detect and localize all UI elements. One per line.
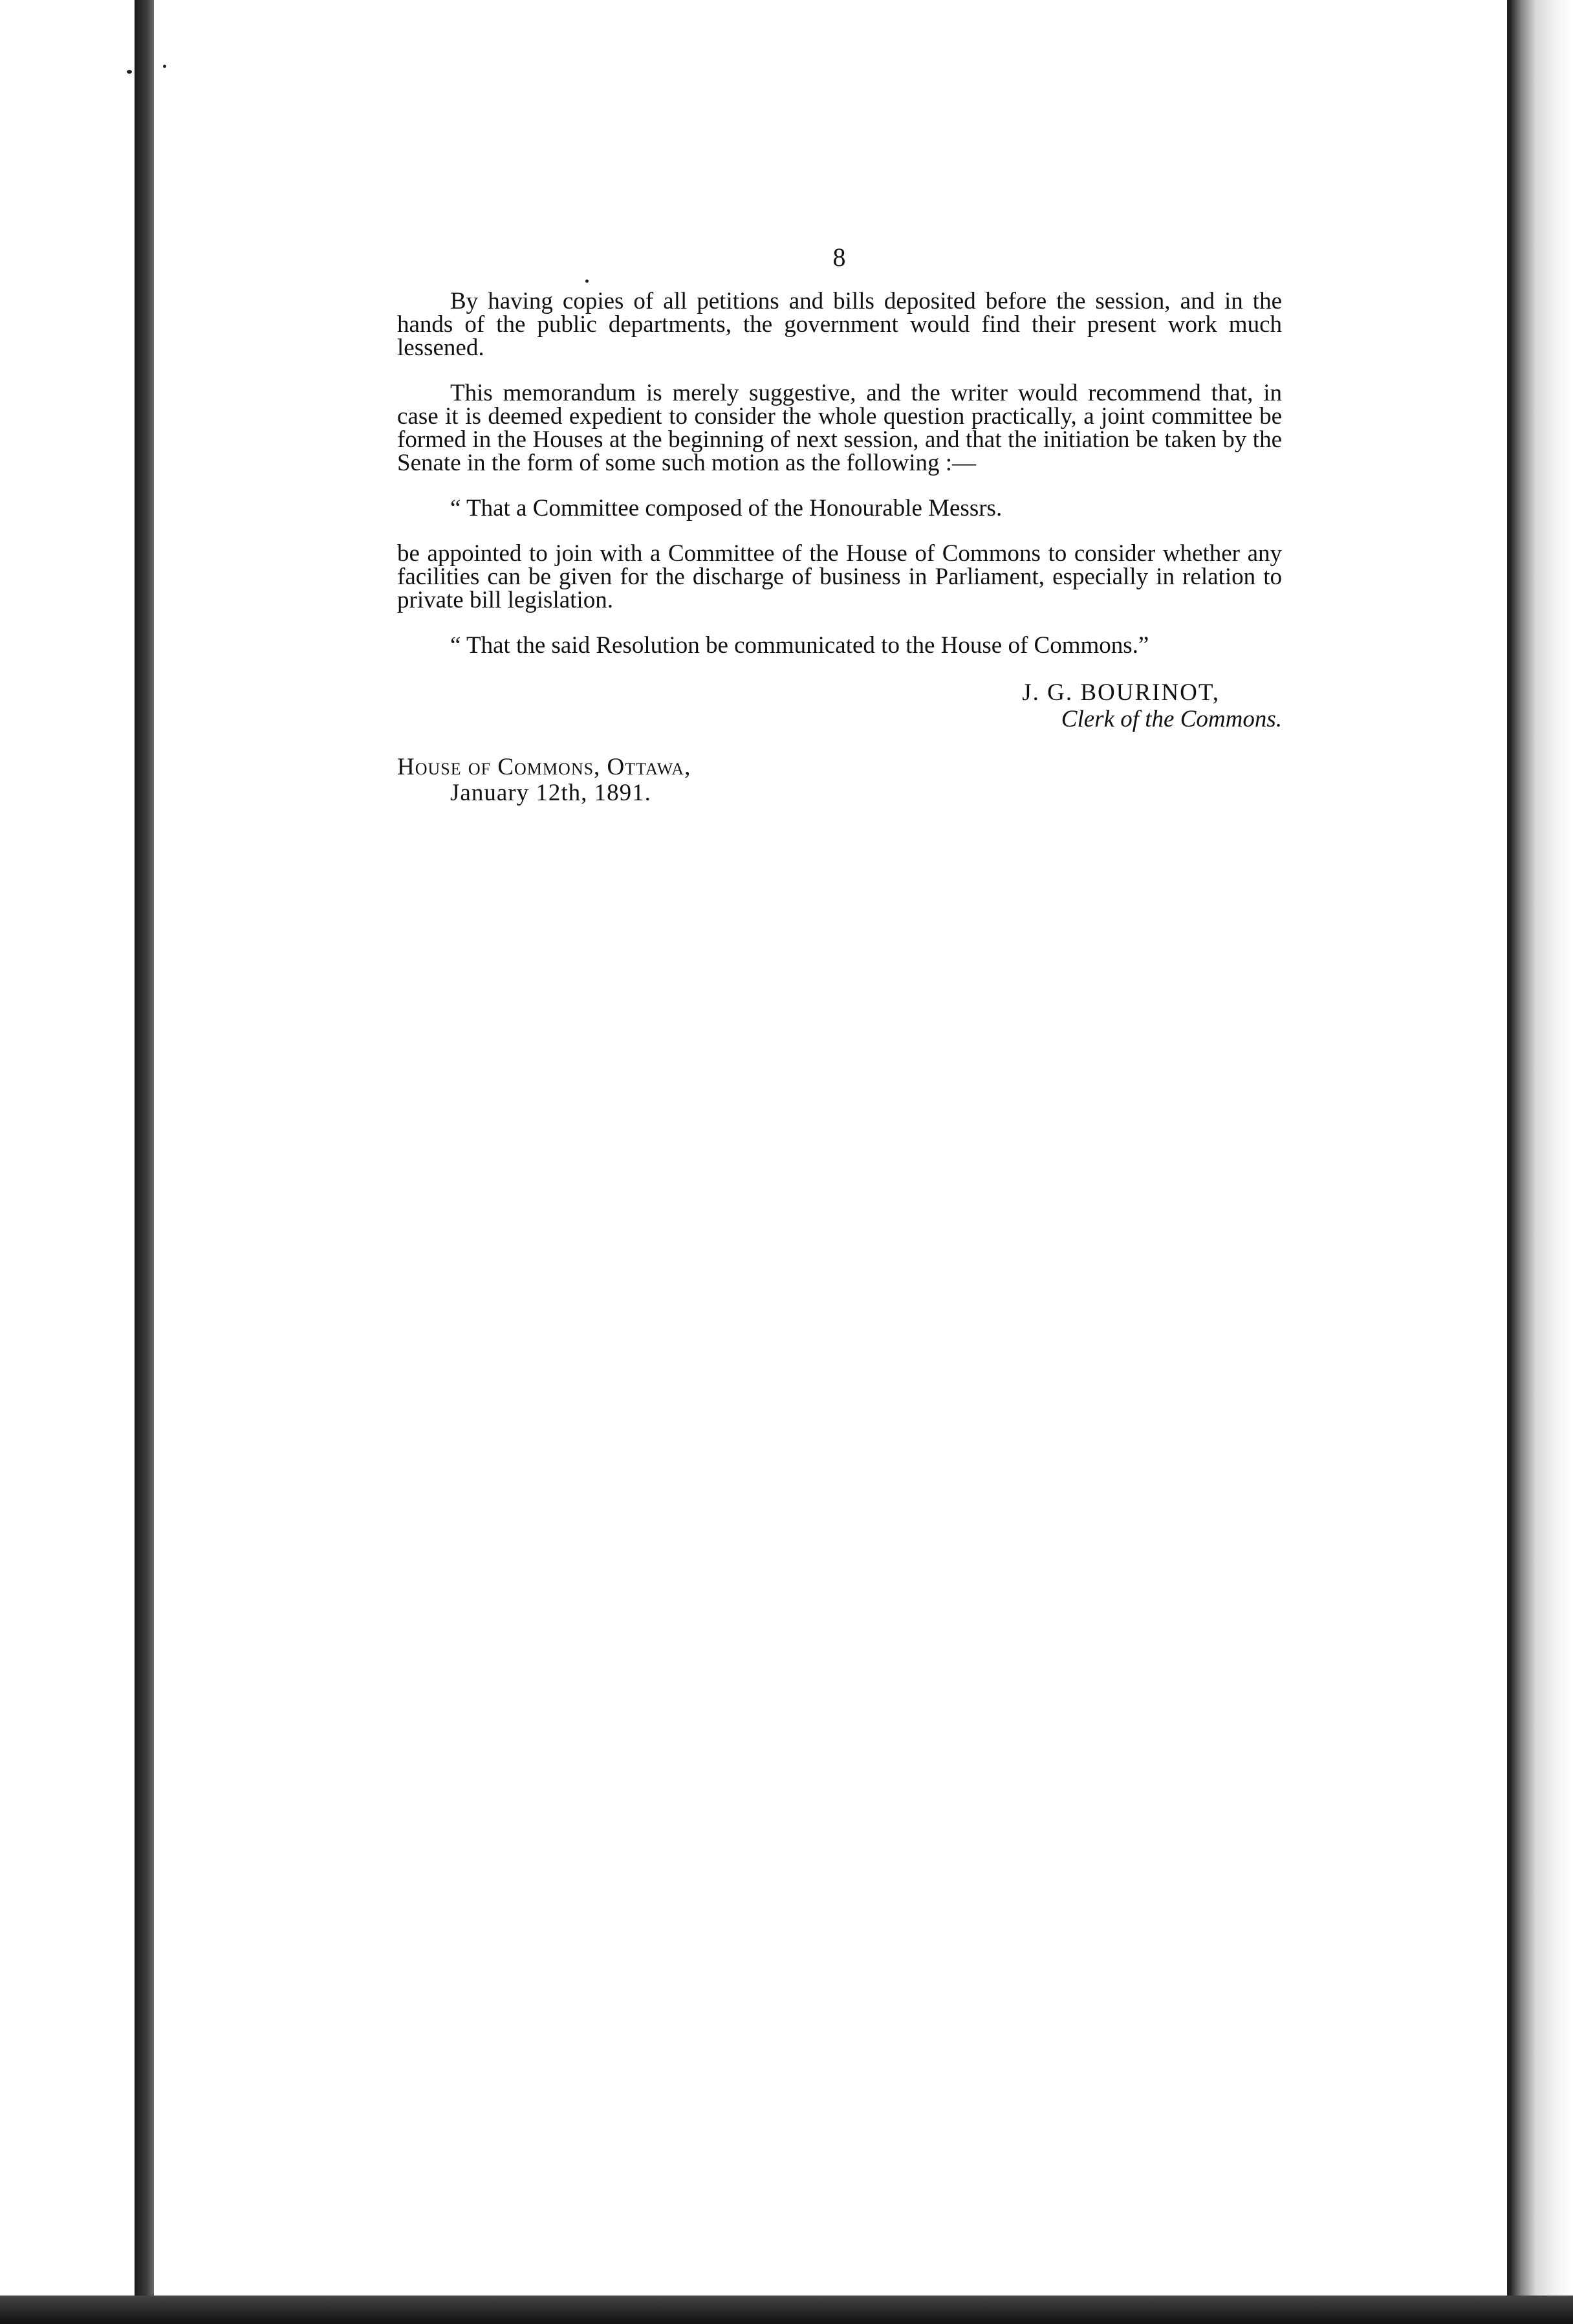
paragraph-resolution: “ That the said Resolution be communicated to the House of Commons.” bbox=[450, 632, 1149, 659]
left-binding-edge bbox=[135, 0, 154, 2324]
scan-speck bbox=[127, 70, 132, 74]
page-number: 8 bbox=[832, 243, 847, 272]
signature-title: Clerk of the Commons. bbox=[1061, 706, 1282, 732]
place-line: House of Commons, Ottawa, bbox=[397, 754, 691, 780]
signature-block bbox=[397, 679, 1282, 732]
paragraph-committee-motion: “ That a Committee composed of the Honourable Messrs. bbox=[450, 495, 1003, 521]
paragraph-petitions: By having copies of all petitions and bills deposited before the session, and in the hands of the public departments, the government would find their present work much lessened. bbox=[397, 288, 1282, 361]
right-page-edge-shadow bbox=[1511, 0, 1573, 2324]
date-line: January 12th, 1891. bbox=[450, 780, 651, 806]
scan-speck bbox=[163, 65, 166, 68]
bottom-scan-edge bbox=[0, 2296, 1573, 2324]
paragraph-memorandum: This memorandum is merely suggestive, and the writer would recommend that, in case it is deemed expedient to consider the whole question practically, a joint committee be formed in the Houses at the beginning of next session, and that the initiation be taken by the Senate in the form of some such motion as the following :— bbox=[397, 380, 1282, 476]
signature-name: J. G. BOURINOT, bbox=[1022, 679, 1220, 706]
paragraph-appointment: be appointed to join with a Committee of the House of Commons to consider whether any facilities can be given for the discharge of business in Parliament, especially in relation to private bill legislation. bbox=[397, 540, 1282, 613]
place-date-block bbox=[397, 754, 1282, 806]
page-body bbox=[397, 243, 1282, 806]
